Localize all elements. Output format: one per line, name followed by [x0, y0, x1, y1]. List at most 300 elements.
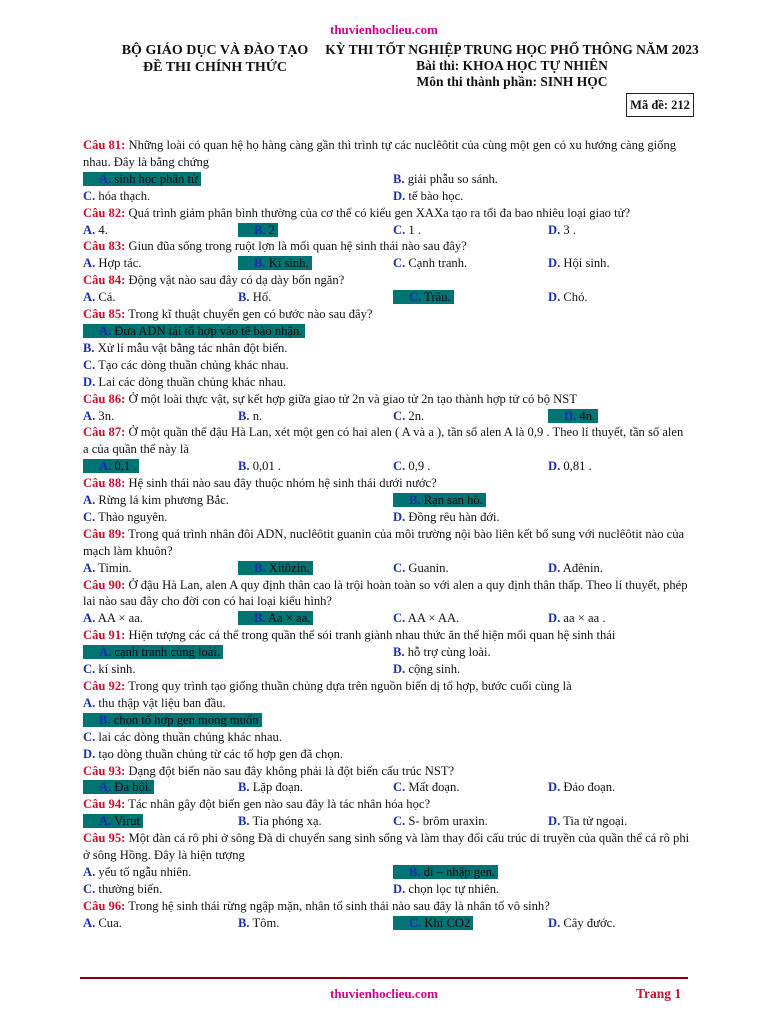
option-text: giải phẫu so sánh.	[407, 171, 498, 186]
question-stem	[83, 796, 691, 813]
option-text: AA × AA.	[407, 611, 460, 626]
option-text: Cá.	[98, 290, 116, 305]
ministry-header	[100, 42, 330, 76]
option-text: AA × aa.	[97, 611, 143, 626]
option-letter: C.	[393, 814, 406, 829]
question-stem	[83, 627, 691, 644]
exam-header	[322, 42, 702, 90]
option-letter: D.	[548, 222, 561, 237]
answer-option[interactable]	[238, 610, 393, 627]
answer-option[interactable]	[83, 712, 691, 729]
answer-option[interactable]	[548, 813, 703, 830]
option-text: Cây đước.	[563, 915, 616, 930]
question-block	[83, 796, 691, 830]
answer-option[interactable]	[238, 813, 393, 830]
site-header-link[interactable]: thuvienhoclieu.com	[330, 22, 438, 37]
ministry-name: BỘ GIÁO DỤC VÀ ĐÀO TẠO	[121, 43, 309, 58]
option-text: Đảo đoạn.	[563, 780, 616, 795]
question-text: Hệ sinh thái nào sau đây thuộc nhóm hệ sinh thái dưới nước?	[128, 476, 437, 491]
option-text: 2	[268, 222, 276, 237]
answer-option[interactable]	[83, 864, 393, 881]
option-text: hỗ trợ cùng loài.	[407, 645, 491, 660]
option-text: 3n.	[98, 408, 115, 423]
option-text: chọn tổ hợp gen mong muốn	[113, 712, 259, 727]
answer-option[interactable]	[83, 408, 238, 425]
option-text: 4n.	[579, 408, 596, 423]
answer-option[interactable]	[548, 458, 703, 475]
option-letter: B.	[393, 171, 405, 186]
exam-title: KỲ THI TỐT NGHIỆP TRUNG HỌC PHỔ THÔNG NĂM 2023	[325, 42, 699, 57]
option-text: Ađênin.	[562, 560, 603, 575]
option-text: 1 .	[408, 222, 421, 237]
option-text: Cua.	[98, 915, 122, 930]
correct-answer-highlight	[393, 290, 454, 304]
option-letter: A.	[83, 864, 96, 879]
question-text: Trong hệ sinh thái rừng ngập mặn, nhân tố sinh thái nào sau đây là nhân tố vô sinh?	[128, 898, 550, 913]
option-letter: A.	[99, 171, 112, 186]
correct-answer-highlight	[238, 256, 312, 270]
option-letter: C.	[393, 780, 406, 795]
answer-option[interactable]	[238, 915, 393, 932]
option-text: Trâu.	[424, 290, 451, 305]
option-letter: B.	[99, 712, 111, 727]
question-stem	[83, 137, 691, 171]
question-number: Câu 86:	[83, 391, 126, 406]
answer-option[interactable]	[393, 458, 548, 475]
option-letter: A.	[83, 290, 96, 305]
option-text: Tia tử ngoại.	[563, 814, 628, 829]
question-stem	[83, 205, 691, 222]
option-text: 0,1 .	[114, 459, 137, 474]
option-letter: B.	[409, 864, 421, 879]
answer-option[interactable]	[393, 610, 548, 627]
option-text: chọn lọc tự nhiên.	[408, 881, 500, 896]
exam-component: Môn thi thành phần: SINH HỌC	[416, 74, 608, 89]
option-text: 3 .	[563, 222, 576, 237]
exam-code: Mã đề: 212	[626, 93, 694, 117]
answer-option[interactable]	[393, 188, 703, 205]
option-letter: B.	[238, 290, 250, 305]
option-letter: C.	[393, 256, 406, 271]
answer-option[interactable]	[83, 222, 238, 239]
answer-option[interactable]	[83, 610, 238, 627]
answer-option[interactable]	[548, 222, 703, 239]
option-letter: D.	[548, 290, 561, 305]
option-text: 2n.	[408, 408, 425, 423]
option-text: Hổ.	[252, 290, 272, 305]
answer-option[interactable]	[548, 289, 703, 306]
option-text: di – nhập gen.	[423, 864, 496, 879]
answer-option[interactable]	[393, 222, 548, 239]
options-row	[83, 560, 691, 577]
option-text: S- brôm uraxin.	[408, 814, 488, 829]
option-text: Đa bội.	[114, 780, 152, 795]
options-row	[83, 610, 691, 627]
answer-option[interactable]	[393, 289, 548, 306]
question-number: Câu 96:	[83, 898, 126, 913]
question-block	[83, 424, 691, 475]
option-letter: B.	[254, 611, 266, 626]
correct-answer-highlight	[83, 814, 143, 828]
answer-option[interactable]	[83, 813, 238, 830]
question-text: Trong quy trình tạo giống thuần chủng dựa trên nguồn biến dị tổ hợp, bước cuối cùng là	[128, 679, 572, 693]
answer-option[interactable]	[83, 881, 393, 898]
option-letter: A.	[99, 814, 112, 829]
options-row	[83, 458, 691, 475]
question-block	[83, 306, 691, 391]
option-letter: B.	[238, 459, 250, 474]
option-letter: D.	[83, 374, 96, 389]
question-text: Trong quá trình nhân đôi ADN, nuclêôtit guanin của môi trường nội bào liên kết bổ sung với nuclêôtit nào của mạch làm khuôn?	[83, 526, 685, 558]
options-row	[83, 712, 691, 729]
question-number: Câu 91:	[83, 628, 126, 643]
question-text: Dạng đột biến nào sau đây không phải là đột biến cấu trúc NST?	[128, 763, 455, 778]
options-row	[83, 729, 691, 746]
answer-option[interactable]	[238, 408, 393, 425]
question-stem	[83, 238, 691, 255]
option-text: Aa × aa.	[268, 611, 311, 626]
options-row	[83, 188, 691, 205]
answer-option[interactable]	[393, 509, 703, 526]
options-row	[83, 746, 691, 763]
answer-option[interactable]	[393, 408, 548, 425]
question-block	[83, 238, 691, 272]
question-block	[83, 205, 691, 239]
footer-site-link[interactable]: thuvienhoclieu.com	[330, 986, 438, 1001]
correct-answer-highlight	[238, 611, 313, 625]
question-text: Ở đậu Hà Lan, alen A quy định thân cao là trội hoàn toàn so với alen a quy định thân thấp. Theo lí thuyết, phép lai nào sau đây cho đời con có hai loại kiểu hình?	[83, 577, 688, 609]
option-text: 0,01 .	[252, 459, 282, 474]
answer-option[interactable]	[83, 779, 238, 796]
answer-option[interactable]	[548, 408, 703, 425]
option-text: Rạn san hô.	[423, 493, 483, 508]
option-letter: D.	[393, 881, 406, 896]
option-letter: D.	[548, 814, 561, 829]
option-text: Khí CO2	[424, 915, 471, 930]
options-row	[83, 340, 691, 357]
option-letter: B.	[254, 560, 266, 575]
option-text: kí sinh.	[98, 662, 136, 677]
question-stem	[83, 577, 691, 611]
option-letter: A.	[83, 560, 96, 575]
answer-option[interactable]	[83, 560, 238, 577]
correct-answer-highlight	[83, 780, 154, 794]
option-letter: D.	[564, 408, 577, 423]
option-text: Chó.	[563, 290, 588, 305]
question-block	[83, 577, 691, 628]
option-text: Timin.	[98, 560, 132, 575]
options-row	[83, 374, 691, 391]
question-text: Một đàn cá rô phi ở sông Đà di chuyển sang sinh sống và làm thay đổi cấu trúc di truyền của quần thể cá rô phi ở sông Hồng. Đây là hiện tượng	[83, 831, 690, 863]
option-letter: C.	[83, 357, 96, 372]
question-number: Câu 92:	[83, 679, 126, 693]
option-text: Đồng rêu hàn đới.	[408, 509, 500, 524]
answer-option[interactable]	[83, 255, 238, 272]
option-letter: A.	[83, 408, 96, 423]
option-text: Xitôzin.	[268, 560, 310, 575]
question-stem	[83, 475, 691, 492]
option-letter: A.	[83, 222, 96, 237]
option-letter: C.	[83, 188, 96, 203]
question-number: Câu 81:	[83, 138, 126, 152]
answer-option[interactable]	[83, 661, 393, 678]
option-letter: B.	[238, 780, 250, 795]
answer-option[interactable]	[393, 864, 703, 881]
option-letter: C.	[83, 729, 96, 744]
options-row	[83, 661, 691, 678]
question-text: Giun đũa sống trong ruột lợn là mối quan hệ sinh thái nào sau đây?	[128, 239, 467, 254]
answer-option[interactable]	[83, 357, 691, 374]
options-row	[83, 813, 691, 830]
question-number: Câu 94:	[83, 797, 126, 812]
question-block	[83, 475, 691, 526]
correct-answer-highlight	[83, 645, 223, 659]
answer-option[interactable]	[548, 610, 703, 627]
option-letter: A.	[99, 323, 112, 338]
option-letter: D.	[548, 915, 561, 930]
options-row	[83, 289, 691, 306]
question-text: Hiện tượng các cá thể trong quần thể sói tranh giành nhau thức ăn thể hiện mối quan hệ sinh thái	[128, 628, 616, 643]
option-letter: C.	[83, 662, 96, 677]
option-letter: A.	[83, 915, 96, 930]
option-text: aa × aa .	[563, 611, 606, 626]
option-text: Đưa ADN tái tổ hợp vào tế bào nhận.	[114, 323, 303, 338]
answer-option[interactable]	[393, 881, 703, 898]
answer-option[interactable]	[83, 695, 691, 712]
answer-option[interactable]	[393, 915, 548, 932]
answer-option[interactable]	[83, 458, 238, 475]
question-stem	[83, 391, 691, 408]
answer-option[interactable]	[83, 915, 238, 932]
correct-answer-highlight	[393, 493, 486, 507]
option-text: Mất đoạn.	[408, 780, 460, 795]
question-text: Trong kĩ thuật chuyển gen có bước nào sau đây?	[128, 307, 373, 322]
correct-answer-highlight	[238, 561, 313, 575]
option-text: 0,81 .	[563, 459, 592, 474]
question-block	[83, 526, 691, 577]
answer-option[interactable]	[83, 509, 393, 526]
answer-option[interactable]	[393, 644, 703, 661]
answer-option[interactable]	[393, 779, 548, 796]
question-number: Câu 85:	[83, 307, 126, 322]
answer-option[interactable]	[548, 779, 703, 796]
correct-answer-highlight	[393, 865, 498, 879]
option-letter: D.	[548, 780, 561, 795]
answer-option[interactable]	[238, 222, 393, 239]
option-letter: A.	[83, 493, 96, 508]
answer-option[interactable]	[393, 813, 548, 830]
answer-option[interactable]	[548, 255, 703, 272]
option-text: Tia phóng xạ.	[252, 814, 322, 829]
question-number: Câu 88:	[83, 476, 126, 491]
option-text: Guanin.	[408, 560, 449, 575]
option-letter: A.	[99, 645, 112, 660]
question-block	[83, 898, 691, 932]
question-text: Tác nhân gây đột biến gen nào sau đây là tác nhân hóa học?	[128, 797, 431, 812]
option-letter: D.	[83, 746, 96, 761]
question-stem	[83, 678, 691, 695]
answer-option[interactable]	[238, 255, 393, 272]
question-stem	[83, 526, 691, 560]
correct-answer-highlight	[393, 916, 473, 930]
question-block	[83, 391, 691, 425]
question-stem	[83, 898, 691, 915]
question-text: Những loài có quan hệ họ hàng càng gần thì trình tự các nuclêôtit của cùng một gen có xu hướng càng giống nhau. Đây là bằng chứng	[83, 138, 677, 169]
options-row	[83, 492, 691, 509]
answer-option[interactable]	[393, 492, 703, 509]
option-letter: C.	[83, 881, 96, 896]
correct-answer-highlight	[83, 324, 305, 338]
option-text: sinh học phân tử	[114, 171, 198, 186]
option-letter: B.	[393, 645, 405, 660]
correct-answer-highlight	[238, 223, 278, 237]
correct-answer-highlight	[548, 409, 598, 423]
question-text: Ở một quần thể đậu Hà Lan, xét một gen có hai alen ( A và a ), tần số alen A là 0,9 . Theo lí thuyết, tần số alen a của quần thể này là	[83, 425, 684, 457]
option-text: Hội sinh.	[563, 256, 610, 271]
question-number: Câu 82:	[83, 205, 126, 220]
option-letter: D.	[548, 459, 561, 474]
option-text: 0,9 .	[408, 459, 431, 474]
correct-answer-highlight	[83, 459, 139, 473]
answer-option[interactable]	[83, 289, 238, 306]
answer-option[interactable]	[83, 644, 393, 661]
option-text: Lặp đoạn.	[252, 780, 304, 795]
answer-option[interactable]	[83, 188, 393, 205]
answer-option[interactable]	[393, 661, 703, 678]
options-row	[83, 509, 691, 526]
option-letter: B.	[409, 493, 421, 508]
option-text: lai các dòng thuần chủng khác nhau.	[98, 729, 282, 744]
question-number: Câu 90:	[83, 577, 126, 592]
question-text: Quá trình giảm phân bình thường của cơ thể có kiểu gen XAXa tạo ra tối đa bao nhiêu loại giao tử?	[128, 205, 631, 220]
question-stem	[83, 306, 691, 323]
question-number: Câu 87:	[83, 425, 126, 440]
option-letter: D.	[548, 611, 561, 626]
option-letter: A.	[83, 611, 96, 626]
option-letter: C.	[393, 611, 406, 626]
options-row	[83, 695, 691, 712]
option-letter: B.	[238, 408, 250, 423]
question-text: Động vật nào sau đây có dạ dày bốn ngăn?	[128, 273, 345, 288]
answer-option[interactable]	[83, 729, 691, 746]
answer-option[interactable]	[83, 323, 691, 340]
answer-option[interactable]	[83, 374, 691, 391]
footer-divider	[80, 977, 688, 979]
option-text: Thảo nguyên.	[98, 509, 168, 524]
option-letter: D.	[548, 560, 561, 575]
option-text: tạo dòng thuần chủng từ các tổ hợp gen đã chọn.	[98, 746, 344, 761]
question-number: Câu 93:	[83, 763, 126, 778]
option-text: Hợp tác.	[98, 256, 142, 271]
answer-option[interactable]	[548, 915, 703, 932]
answer-option[interactable]	[393, 560, 548, 577]
question-number: Câu 95:	[83, 831, 126, 846]
options-row	[83, 323, 691, 340]
option-letter: B.	[238, 814, 250, 829]
option-letter: D.	[548, 256, 561, 271]
option-text: Lai các dòng thuần chủng khác nhau.	[98, 374, 287, 389]
option-text: Rừng lá kim phương Bắc.	[98, 493, 229, 508]
option-letter: C.	[393, 408, 406, 423]
option-letter: B.	[83, 340, 95, 355]
option-text: thu thập vật liệu ban đầu.	[98, 695, 226, 710]
options-row	[83, 255, 691, 272]
answer-option[interactable]	[83, 746, 691, 763]
option-text: cạnh tranh cùng loài.	[114, 645, 221, 660]
answer-option[interactable]	[393, 255, 548, 272]
exam-subject: Bài thi: KHOA HỌC TỰ NHIÊN	[416, 58, 608, 73]
answer-option[interactable]	[83, 340, 691, 357]
question-block	[83, 830, 691, 898]
option-letter: C.	[393, 459, 406, 474]
option-text: Tạo các dòng thuần chủng khác nhau.	[98, 357, 289, 372]
question-text: Ở một loài thực vật, sự kết hợp giữa giao tử 2n và giao tử 2n tạo thành hợp tử có bộ NST	[128, 391, 577, 406]
question-block	[83, 137, 691, 205]
option-letter: C.	[393, 560, 406, 575]
answer-option[interactable]	[238, 560, 393, 577]
option-letter: D.	[393, 188, 406, 203]
answer-option[interactable]	[548, 560, 703, 577]
option-text: cộng sinh.	[408, 662, 461, 677]
question-stem	[83, 830, 691, 864]
exam-type: ĐỀ THI CHÍNH THỨC	[142, 60, 288, 75]
question-stem	[83, 424, 691, 458]
answer-option[interactable]	[393, 171, 703, 188]
option-letter: A.	[99, 780, 112, 795]
options-row	[83, 644, 691, 661]
question-stem	[83, 272, 691, 289]
option-letter: B.	[254, 222, 266, 237]
option-text: hóa thạch.	[98, 188, 151, 203]
option-text: thường biến.	[98, 881, 163, 896]
answer-option[interactable]	[238, 289, 393, 306]
option-letter: A.	[99, 459, 112, 474]
question-block	[83, 627, 691, 678]
answer-option[interactable]	[83, 171, 393, 188]
option-text: Tôm.	[252, 915, 280, 930]
options-row	[83, 779, 691, 796]
options-row	[83, 881, 691, 898]
question-stem	[83, 763, 691, 780]
option-text: tế bào học.	[408, 188, 464, 203]
option-text: n.	[252, 408, 263, 423]
answer-option[interactable]	[83, 492, 393, 509]
correct-answer-highlight	[83, 713, 262, 727]
option-text: Virut	[114, 814, 140, 829]
options-row	[83, 222, 691, 239]
option-text: Kí sinh.	[268, 256, 309, 271]
question-block	[83, 678, 691, 763]
option-text: Cạnh tranh.	[408, 256, 468, 271]
option-text: yếu tố ngẫu nhiên.	[98, 864, 192, 879]
question-number: Câu 84:	[83, 273, 126, 288]
option-letter: A.	[83, 256, 96, 271]
answer-option[interactable]	[238, 458, 393, 475]
question-block	[83, 763, 691, 797]
option-letter: B.	[254, 256, 266, 271]
correct-answer-highlight	[83, 172, 201, 186]
answer-option[interactable]	[238, 779, 393, 796]
options-row	[83, 408, 691, 425]
option-letter: C.	[393, 222, 406, 237]
option-letter: C.	[409, 915, 422, 930]
option-letter: C.	[83, 509, 96, 524]
options-row	[83, 864, 691, 881]
option-letter: D.	[393, 662, 406, 677]
options-row	[83, 357, 691, 374]
question-list	[83, 137, 691, 932]
option-text: Xử lí mẫu vật bằng tác nhân đột biến.	[97, 340, 288, 355]
